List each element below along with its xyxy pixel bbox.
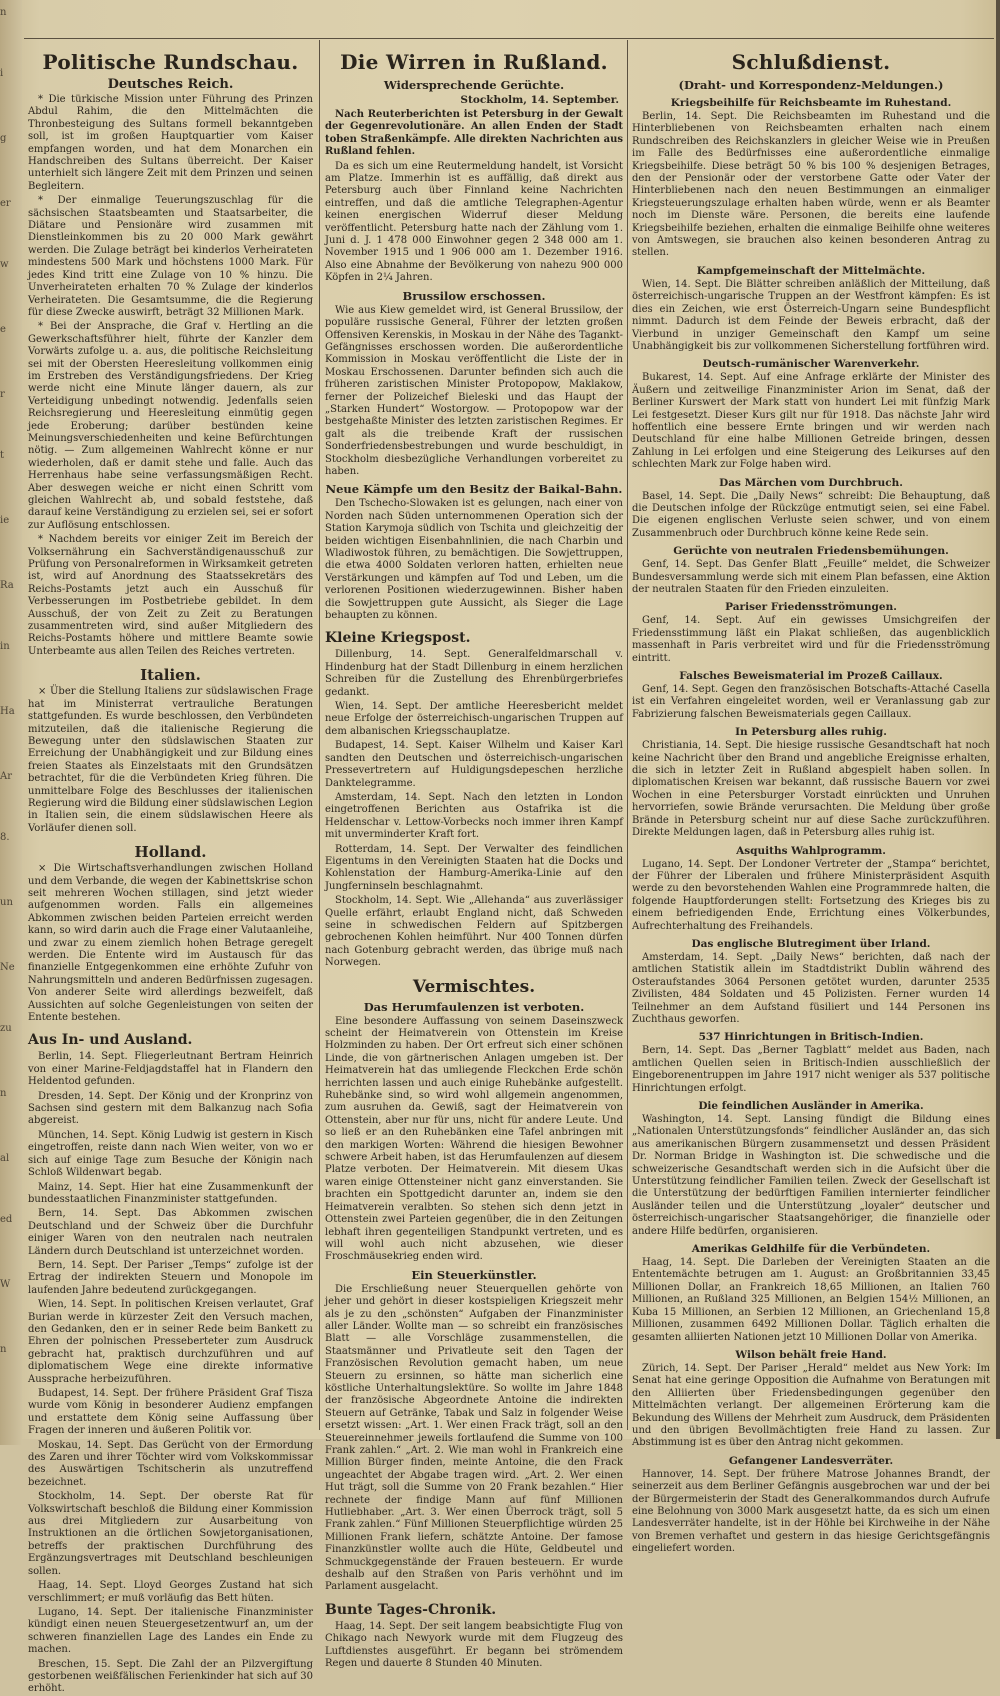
news-item: Bern, 14. Sept. Das Abkommen zwischen Deutschland und der Schweiz über die Durchfuhr einiger Waren von den neutralen nach neutralen Ländern durch Deutschland ist unterzeichnet worden. [28, 1208, 313, 1257]
edge-fragment: ed [0, 1214, 13, 1225]
edge-fragment: un [0, 897, 13, 908]
late-news-sections [632, 97, 990, 1556]
russia-sub-brussilow: Brussilow erschossen. [402, 288, 546, 303]
section-text: Berlin, 14. Sept. Die Reichsbeamten im Ruhestand und die Hinterbliebenen von Reichsbeamten erhalten nach einem Rundschreiben des Reichskanzlers in gleicher Weise wie in Preußen im Falle des Bedürfnisses eine außerordentliche einmalige Kriegsbeihilfe. Diese beträgt 50 % bis 100 % desjenigen Betrages, den der Pensionär oder der verstorbene Gatte oder Vater der Hinterbliebenen nach den neuen Bestimmungen an einmaliger Kriegsteuerungszulage erhalten haben würde, wenn er als Beamter noch im Dienste wäre. Personen, die bereits eine laufende Kriegsbeihilfe beziehen, erhalten die einmalige Beihilfe ohne weiteres von Amtswegen, sie brauchen also keinen besonderen Antrag zu stellen. [632, 111, 990, 259]
edge-fragment: n [0, 1344, 7, 1355]
edge-fragment: al [0, 1153, 10, 1164]
section-heading: Gefangener Landesverräter. [728, 1454, 894, 1467]
section-heading: Asquiths Wahlprogramm. [736, 844, 886, 857]
section-heading: Falsches Beweismaterial im Prozeß Caillaux. [679, 670, 943, 683]
section-text: Zürich, 14. Sept. Der Pariser „Herald“ meldet aus New York: Im Senat hat eine geringe Opposition die Aufnahme von Beratungen mit den Alliierten über Friedensbedingungen gegenüber den Mittelmächten verlangt. Der allgemeinen Erörterung kam die Bekundung des Willens der Mehrheit zum Ausdruck, dem Präsidenten und den übrigen Bevollmächtigten freie Hand zu lassen. Zur Abstimmung ist es über den Antrag nicht gekommen. [632, 1362, 990, 1449]
news-item: Berlin, 14. Sept. Fliegerleutnant Bertram Heinrich von einer Marine-Feldjagdstaffel hat in Flandern den Heldentod gefunden. [28, 1051, 313, 1088]
edge-fragment: n [0, 1088, 7, 1099]
politics-paragraph: * Bei der Ansprache, die Graf v. Hertling an die Gewerkschaftsführer hielt, führte der Kanzler dem Vorwärts zufolge u. a. aus, die politische Reichsleitung sei mit der Obersten Heeresleitung vollkommen einig im Erstreben des Verständigungsfriedens. Der Krieg werde nicht eine Minute länger dauern, als zur Verteidigung unbedingt notwendig. Jedenfalls seien Reichsregierung und Heeresleitung einmütig gegen jede Eroberung; darüber bestünden keine Meinungsverschiedenheiten und keine Befürchtungen nötig. — Zum allgemeinen Wahlrecht könne er nur wiederholen, daß er damit stehe und falle. Auch das Herrenhaus habe seine verfassungsmäßigen Recht. Aber deswegen weiche er nicht einen Schritt vom gleichen Wahlrecht ab, und sobald feststehe, daß darauf keine Verständigung zu erzielen sei, sei er sofort zur Auflösung entschlossen. [28, 321, 313, 531]
domestic-foreign-items [28, 1051, 313, 1695]
news-item: Budapest, 14. Sept. Der frühere Präsident Graf Tisza wurde vom König in besonderer Audienz empfangen und erstattete dem König seine Auffassung über Fragen der inneren und äußeren Politik vor. [28, 1388, 313, 1437]
holland-heading: Holland. [134, 843, 207, 862]
late-news-title: Schlußdienst. [731, 50, 891, 74]
section-text: Amsterdam, 14. Sept. „Daily News“ berichten, daß nach der amtlichen Statistik allein im Stadtdistrikt Dublin während des Osteraufstandes 3064 Personen getötet wurden, darunter 2535 Zivilisten, 484 Soldaten und 45 Polizisten. Ferner wurden 14 Teilnehmer an dem Aufstand füsiliert und 144 Personen ins Zuchthaus geworfen. [632, 951, 990, 1025]
column-divider-2 [627, 40, 628, 1430]
news-item: Wien, 14. Sept. In politischen Kreisen verlautet, Graf Burian werde in kürzester Zeit den Versuch machen, den Gedanken, den er in seiner Rede beim Bankett zu Ehren der polnischen Presseberteter zum Ausdruck gebracht hat, praktisch durchzuführen und auf diplomatischem Wege eine direkte informative Aussprache herbeizuführen. [28, 1299, 313, 1385]
edge-fragment: g [0, 133, 7, 144]
edge-fragment: zu [0, 1023, 12, 1034]
politics-title: Politische Rundschau. [42, 50, 299, 74]
russia-text-3: Den Tschecho-Slowaken ist es gelungen, nach einer von Norden nach Süden unternommenen Operation sich der Station Karymoja südlich von Tschita und gleichzeitig der beiden wichtigen Eisenbahnlinien, die nach Charbin und Wladiwostok führen, zu bemächtigen. Die Sowjettruppen, die etwa 4000 Soldaten verloren hatten, erhielten neue Verstärkungen und kämpfen auf Tod und Leben, um die verlorenen Positionen wiederzugewinnen. Bisher haben die Sowjettruppen gute Aussicht, als Sieger die Lage behaupten zu können. [325, 498, 623, 622]
section-heading: Pariser Friedensströmungen. [725, 601, 897, 614]
war-post-heading: Kleine Kriegspost. [325, 630, 471, 647]
section-heading: Wilson behält freie Hand. [735, 1348, 887, 1361]
edge-fragment: Ne [0, 962, 15, 973]
section-text: Haag, 14. Sept. Die Darleben der Vereinigten Staaten an die Ententemächte betrugen am 1. August: an Großbritannien 33,45 Millionen Dollar, an Frankreich 18,65 Millionen, an Italien 760 Millionen, an Rußland 325 Millionen, an Belgien 154½ Millionen, an Kuba 15 Millionen, an Serbien 12 Millionen, an Griechenland 15,8 Millionen, zusammen 6492 Millionen Dollar. Täglich erhalten die gesamten alliierten Nationen jetzt 10 Millionen Dollar von Amerika. [632, 1257, 990, 1343]
column-russia [325, 40, 623, 1670]
edge-fragment: Ar [0, 771, 13, 782]
russia-sub-rumors: Widersprechende Gerüchte. [383, 78, 565, 92]
russia-text-1: Da es sich um eine Reutermeldung handelt, ist Vorsicht am Platze. Immerhin ist es auffällig, daß direkt aus Petersburg auch über Finnland keine Nachrichten eintreffen, und daß die amtliche Telegraphen-Agentur keinen energischen Widerruf dieser Meldung veröffentlicht. Petersburg hatte nach der Zählung vom 1. Juni d. J. 1 478 000 Einwohner gegen 2 348 000 am 1. November 1915 und 1 906 000 am 1. Dezember 1916. Also eine Abnahme der Bevölkerung von nahezu 900 000 Köpfen in 2¼ Jahren. [325, 160, 623, 284]
top-rule [24, 38, 994, 39]
edge-fragment: ie [0, 515, 10, 526]
section-text: Bukarest, 14. Sept. Auf eine Anfrage erklärte der Minister des Äußern und zeitweilige Finanzminister Arion im Senat, daß der Berliner Kurswert der Mark statt von hundert Lei mit fünfzig Mark Lei festgesetzt. Dieser Kurs gilt nur für 1918. Das nächste Jahr wird hoffentlich eine bessere Ernte bringen und wir werden nach Deutschland für eine halbe Millionen Getreide bringen, dessen Zahlung in Lei erfolgen und eine Steigerung des Leikurses auf den schlechten Mark zur Folge haben wird. [632, 372, 990, 471]
war-post-items [325, 649, 623, 969]
section-text: Basel, 14. Sept. Die „Daily News“ schreibt: Die Behauptung, daß die Deutschen infolge der Rückzüge entmutigt seien, sei eine Fabel. Die eigenen englischen Verluste seien schwer, und von einem Zusammenbruch oder Durchbruch könne keine Rede sein. [632, 490, 990, 539]
edge-fragment: e [0, 324, 6, 335]
section-text: Christiania, 14. Sept. Die hiesige russische Gesandtschaft hat noch keine Nachricht über den Brand und angebliche Ereignisse erhalten, die sich in letzter Zeit in Rußland abgespielt haben sollen. In diplomatischen Kreisen war bekannt, daß russische Bauern vor zwei Wochen in eine Petersburger Vorstadt einrückten und Unruhen hervorriefen, sowie Brände verursachten. Die Meldung über große Brände in Petersburg scheint nur auf diese Sache zurückzuführen. Direkte Meldungen lagen, daß in Petersburg alles ruhig ist. [632, 740, 990, 839]
edge-fragment: w [0, 259, 9, 270]
edge-fragment: i [0, 68, 4, 79]
section-heading: Das Märchen vom Durchbruch. [719, 476, 903, 489]
news-item: Haag, 14. Sept. Lloyd Georges Zustand hat sich verschlimmert; er muß vorläufig das Bett hüten. [28, 1580, 313, 1604]
section-text: Hannover, 14. Sept. Der frühere Matrose Johannes Brandt, der seinerzeit aus dem Berliner Gefängnis ausgebrochen war und der bei der Bürgermeisterin der Stadt des Generalkommandos durch Aufrufe eine Belohnung von 3000 Mark ausgesetzt hatte, da es sich um einen Landesverräter handelte, ist in der Höhle bei Kirchweihe in der Nähe von Bremen verhaftet und gestern in das hiesige Gerichtsgefängnis eingeliefert worden. [632, 1468, 990, 1555]
politics-subtitle: Deutsches Reich. [107, 77, 234, 92]
column-divider-1 [319, 40, 320, 1430]
war-post-item: Dillenburg, 14. Sept. Generalfeldmarschall v. Hindenburg hat der Stadt Dillenburg in einem herzlichen Schreiben für die Zustellung des Ehrenbürgerbriefes gedankt. [325, 649, 623, 698]
misc-sub-tax-artist: Ein Steuerkünstler. [411, 1267, 537, 1282]
politics-paragraph: * Nachdem bereits vor einiger Zeit im Bereich der Volksernährung ein Sachverständigenausschuß zur Prüfung von Personalreformen in Wirksamkeit getreten ist, wird auf Anordnung des Staatssekretärs des Reichs-Postamts jetzt auch ein Ausschuß für Verbesserungen im Postbetriebe gebildet. In dem Ausschuß, der von Zeit zu Zeit zu Beratungen zusammentreten wird, sind außer Mitgliedern des Reichs-Postamts höhere und mittlere Beamte sowie Unterbeamte aus allen Teilen des Reiches vertreten. [28, 534, 313, 657]
edge-fragment: Ha [0, 706, 15, 717]
section-text: Wien, 14. Sept. Die Blätter schreiben anläßlich der Mitteilung, daß österreichisch-ungarische Truppen an der Westfront kämpfen: Es ist dies ein Zeichen, wie erst Österreich-Ungarn seine Bundespflicht nimmt. Dadurch ist dem Feinde der Beweis erbracht, daß der Vierbund in unziger Gemeinschaft den Kampf um seine Unabhängigkeit bis zur vollkommenen Sicherstellung fortführen wird. [632, 278, 990, 352]
section-text: Lugano, 14. Sept. Der Londoner Vertreter der „Stampa“ berichtet, der Führer der Liberalen und frühere Ministerpräsident Asquith werde zu den bevorstehenden Wahlen eine Programmrede halten, die folgende Hauptforderungen stellt: Fortsetzung des Krieges bis zu einem befriedigenden Ende, Errichtung eines Völkerbundes, Aufrechterhaltung des Freihandels. [632, 858, 990, 932]
chronicle-text: Haag, 14. Sept. Der seit langem beabsichtigte Flug von Chikago nach Newyork wurde mit dem Flugzeug des Luftdienstes ausgeführt. Er begann bei strömendem Regen und dauerte 8 Stunden 40 Minuten. [325, 1620, 623, 1670]
chronicle-heading: Bunte Tages-Chronik. [325, 1601, 497, 1618]
edge-fragment: Ra [0, 580, 14, 591]
section-text: Bern, 14. Sept. Das „Berner Tagblatt“ meldet aus Baden, nach amtlichen Quellen seien in Britisch-Indien ausschließlich der Eingeborenentruppen im Jahre 1917 nicht weniger als 537 politische Hinrichtungen erfolgt. [632, 1045, 990, 1094]
section-heading: Gerüchte von neutralen Friedensbemühungen. [673, 545, 949, 558]
russia-title: Die Wirren in Rußland. [340, 50, 608, 74]
section-heading: Das englische Blutregiment über Irland. [691, 937, 931, 950]
section-text: Genf, 14. Sept. Das Genfer Blatt „Feuille“ meldet, die Schweizer Bundesversammlung werde sich mit einem Plan befassen, eine Aktion der neutralen Staaten für den Frieden einzuleiten. [632, 559, 990, 595]
section-heading: 537 Hinrichtungen in Britisch-Indien. [698, 1031, 924, 1044]
late-news-subtitle: (Draht- und Korrespondenz-Meldungen.) [678, 78, 944, 92]
news-item: Lugano, 14. Sept. Der italienische Finanzminister kündigt einen neuen Steuergesetzentwurf an, um der schweren finanziellen Lage des Landes ein Ende zu machen. [28, 1606, 313, 1656]
misc-sub-loafing: Das Herumfaulenzen ist verboten. [363, 999, 585, 1014]
italy-text: × Über die Stellung Italiens zur südslawischen Frage hat im Ministerrat vertrauliche Beratungen stattgefunden. Es wurde beschlossen, den Verbündeten mitzuteilen, daß die italienische Regierung die Bewegung unter den südslawischen Staaten zur Erreichung der Unabhängigkeit und zur Bildung eines freien Staates als Einzelstaats mit den Grundsätzen betrachtet, für die die Verbündeten Krieg führen. Die unmittelbare Folge des Beschlusses der italienischen Regierung wird die Bildung einer südslawischen Legion in Italien sein, die einem südslawischen Heere als Vorläufer dienen soll. [28, 686, 313, 834]
politics-paragraph: * Die türkische Mission unter Führung des Prinzen Abdul Rahim, die den Mittelmächten die Thronbesteigung des Sultans formell bekanntgeben soll, ist im großen Hauptquartier vom Kaiser empfangen worden, und hat dem Monarchen ein Handschreiben des Sultans überreicht. Der Kaiser unterhielt sich längere Zeit mit dem Prinzen und seinen Begleitern. [28, 94, 313, 192]
russia-text-2: Wie aus Kiew gemeldet wird, ist General Brussilow, der populäre russische General, Führer der letzten großen Offensiven Kerenskis, in Moskau in der Nähe des Tagankt-Gefängnisses erschossen worden. Die außerordentliche Kommission in Moskau veröffentlicht die Liste der in Moskau Erschossenen. Darunter befinden sich auch die früheren zaristischen Minister Protopopow, Maklakow, ferner der Polizeichef Bieleski und das Haupt der „Starken Hundert“ Wostorgow. — Protopopow war der bestgehaßte Minister des letzten zaristischen Regimes. Er galt als die treibende Kraft der russischen Sonderfriedensbestrebungen und wurde beschuldigt, in Stockholm diesbezügliche Verhandlungen vorbereitet zu haben. [325, 304, 623, 477]
edge-fragment: W [0, 1279, 11, 1290]
news-item: Mainz, 14. Sept. Hier hat eine Zusammenkunft der bundesstaatlichen Finanzminister stattgefunden. [28, 1181, 313, 1205]
news-item: Moskau, 14. Sept. Das Gerücht von der Ermordung des Zaren und ihrer Töchter wird vom Volkskommissar des Auswärtigen Tschitscherin als unzutreffend bezeichnet. [28, 1439, 313, 1488]
adjacent-page-edge [0, 0, 22, 1445]
miscellaneous-heading: Vermischtes. [412, 976, 536, 997]
russia-sub-baikal: Neue Kämpfe um den Besitz der Baikal-Bahn. [325, 482, 623, 497]
section-text: Genf, 14. Sept. Gegen den französischen Botschafts-Attaché Casella ist ein Verfahren eingeleitet worden, weil er Veranlassung gab zur Fabrizierung falschen Beweismaterials gegen Caillaux. [632, 684, 990, 720]
domestic-foreign-heading: Aus In- und Ausland. [28, 1032, 193, 1049]
section-heading: Amerikas Geldhilfe für die Verbündeten. [691, 1243, 931, 1256]
edge-fragment: n [0, 7, 7, 18]
politics-paragraph: * Der einmalige Teuerungszuschlag für die sächsischen Staatsbeamten und Staatsarbeiter, die Diätare und Pensionäre wird zusammen mit Dienstleinkommen bis zu 20 000 Mark gewährt werden. Die Zulage beträgt bei kinderlos Verheirateten mindestens 500 Mark und höchstens 1000 Mark. Für jedes Kind tritt eine Zulage von 10 % hinzu. Die Unverheirateten erhalten 70 % Zulage der kinderlos Verheirateten. Die Gesamtsumme, die die Regierung für diese Zwecke auswirft, beträgt 32 Millionen Mark. [28, 195, 313, 318]
news-item: Breschen, 15. Sept. Die Zahl der an Pilzvergiftung gestorbenen weißfälischen Ferienkinder hat sich auf 30 erhöht. [28, 1658, 313, 1695]
war-post-item: Stockholm, 14. Sept. Wie „Allehanda“ aus zuverlässiger Quelle erfährt, erlaubt England nicht, daß Schweden seine in schwedischen Feldern auf Spitzbergen gebrochenen Kohlen heimführt. Nur 400 Tonnen dürfen nach Gotenburg gebracht werden, das übrige muß nach Norwegen. [325, 895, 623, 969]
section-heading: Deutsch-rumänischer Warenverkehr. [702, 358, 920, 371]
edge-fragment: er [0, 198, 11, 209]
news-item: Stockholm, 14. Sept. Der oberste Rat für Volkswirtschaft beschloß die Bildung einer Kommission aus drei Mitgliedern zur Ausarbeitung von Instruktionen an die örtlichen Sowjetorganisationen, betreffs der praktischen Durchführung des Ergänzungsvertrages mit Deutschland beschleunigen sollen. [28, 1491, 313, 1577]
edge-fragment: 8. [0, 832, 10, 843]
politics-paragraphs [28, 94, 313, 658]
misc-text-loafing: Eine besondere Auffassung von seinem Daseinszweck scheint der Heimatverein von Ottenstein im Kreise Holzminden zu haben. Der Ort erfreut sich einer schönen Linde, die von gärtnerischen Anlagen umgeben ist. Der Heimatverein hat das umliegende Fleckchen Erde schön herrichten lassen und auch einige Ruhebänke aufgestellt. Ruhebänke sind, so wird wohl allgemein angenommen, zum ausruhen da. Gewiß, sagt der Heimatverein von Ottenstein, aber nur für uns, nicht für andere Leute. Und so ließ er an den Ruhebänken eine Tafel anbringen mit den markigen Worten: Während die hiesigen Bewohner schwere Arbeit haben, ist das Herumfaulenzen auf diesem Platze verboten. Der Heimatverein. Mit diesem Ukas waren einige Ottensteiner nicht ganz einverstanden. Sie brachten ein Spottgedicht darunter an, indem sie den Heimatverein veralbten. So stehen sich denn jetzt in Ottenstein zwei Parteien gegenüber, die in den Zeitungen lebhaft ihren gegenteiligen Standpunkt vertreten, und es will wohl auch nicht abzusehen, wie dieser Froschmäusekrieg enden wird. [325, 1015, 623, 1263]
italy-heading: Italien. [140, 666, 201, 685]
section-heading: Die feindlichen Ausländer in Amerika. [698, 1100, 924, 1112]
war-post-item: Budapest, 14. Sept. Kaiser Wilhelm und Kaiser Karl sandten den Deutschen und österreichisch-ungarischen Pressevertretern auf Huldigungsdepeschen herzliche Danktelegramme. [325, 740, 623, 789]
news-item: Dresden, 14. Sept. Der König und der Kronprinz von Sachsen sind gestern mit dem Balkanzug nach Sofia abgereist. [28, 1090, 313, 1127]
section-heading: Kampfgemeinschaft der Mittelmächte. [696, 264, 926, 277]
edge-fragment: r [0, 389, 5, 400]
section-heading: Kriegsbeihilfe für Reichsbeamte im Ruhestand. [670, 97, 952, 109]
war-post-item: Amsterdam, 14. Sept. Nach den letzten in London eingetroffenen Berichten aus Ostafrika ist die Heldenschar v. Lettow-Vorbecks noch immer ihren Kampf mit unverminderter Kraft fort. [325, 791, 623, 841]
section-text: Genf, 14. Sept. Auf ein gewisses Umsichgreifen der Friedensstimmung läßt ein Plakat schließen, das augenblicklich massenhaft in Paris verbreitet wird und für die Friedensströmung eintritt. [632, 615, 990, 664]
russia-dateline: Stockholm, 14. September. [460, 94, 619, 106]
russia-lead: Nach Reuterberichten ist Petersburg in der Gewalt der Gegenrevolutionäre. An allen Enden der Stadt toben Straßenkämpfe. Alle direkten Nachrichten aus Rußland fehlen. [325, 109, 623, 158]
news-item: Bern, 14. Sept. Der Pariser „Temps“ zufolge ist der Ertrag der indirekten Steuern und Monopole im laufenden Jahre bedeutend zurückgegangen. [28, 1259, 313, 1296]
edge-fragment: t [0, 450, 5, 461]
column-late-news [632, 40, 990, 1555]
war-post-item: Rotterdam, 14. Sept. Der Verwalter des feindlichen Eigentums in den Vereinigten Staaten hat die Docks und Kohlenstation der Hamburg-Amerika-Linie auf den Jungferninseln beschlagnahmt. [325, 843, 623, 892]
section-heading: In Petersburg alles ruhig. [735, 726, 887, 739]
section-text: Washington, 14. Sept. Lansing fündigt die Bildung eines „Nationalen Unterstützungsfonds“ feindlicher Ausländer an, das sich aus amerikanischen Bürgern zusammensetzt und dessen Präsident Dr. Norman Bridge in Washington ist. Die schwedische und die schweizerische Gesandtschaft werden sich in die Aufsicht über die Unterstützung feindlicher Familien teilen. Zweck der Gesellschaft ist die Unterstützung der bedürftigen Familien internierter feindlicher Ausländer teilen und die Unterstützung „loyaler“ deutscher und österreichisch-ungarischer Staatsangehöriger, die finanzielle oder andere Hilfe bedürfen, organisieren. [632, 1114, 990, 1237]
edge-fragment: in [0, 641, 10, 652]
war-post-item: Wien, 14. Sept. Der amtliche Heeresbericht meldet neue Erfolge der österreichisch-ungarischen Truppen auf dem albanischen Kriegsschauplatze. [325, 701, 623, 737]
holland-text: × Die Wirtschaftsverhandlungen zwischen Holland und dem Verbande, die wegen der Kabinettskrise schon seit mehreren Wochen stillagen, sind jetzt wieder aufgenommen worden. Falls ein allgemeines Abkommen zwischen beiden Parteien erreicht werden kann, so wird darin auch die Frage einer Valutaanleihe, und zwar zu einem ziemlich hohen Betrage geregelt werden. Die Entente wird im Austausch für das finanzielle Entgegenkommen eine erhöhte Zufuhr von Nahrungsmitteln und anderen Bedürfnissen zugesagen. Von anderer Seite wird allerdings bezweifelt, daß Aussichten auf solche Gegenleistungen von seiten der Entente bestehen. [28, 863, 313, 1024]
page-binding-edge [996, 0, 1000, 1439]
news-item: München, 14. Sept. König Ludwig ist gestern in Kisch eingetroffen, reiste dann nach Wien weiter, von wo er sich auf einige Tage zum Besuche der Königin nach Schloß Wildenwart begab. [28, 1129, 313, 1179]
misc-text-tax-artist: Die Erschließung neuer Steuerquellen gehörte von jeher und gehört in dieser kostspieligen Kriegszeit mehr als je zu den „schönsten“ Aufgaben der Finanzminister aller Länder. Wollte man — so schreibt ein französisches Blatt — alle Vorschläge zusammenstellen, die Staatsmänner und Privatleute seit den Tagen der Französischen Revolution gemacht haben, um neue Steuern zu ersinnen, so hätte man sicherlich eine köstliche Unterhaltungslektüre. So wollte im Jahre 1848 der französische Abgeordnete Antoine die indirekten Steuern auf Getränke, Tabak und Salz in folgender Weise ersetzt wissen: „Art. 1. Wer einen Frack trägt, soll an den Steuereinnehmer jeweils fortlaufend die Summe von 100 Frank zahlen.“ „Art. 2. Wie man wohl in Frankreich eine Million Bürger finden, meinte Antoine, die den Frack ungeachtet der Abgabe tragen wird. „Art. 2. Wer einen Hut trägt, soll die Summe von 20 Frank bezahlen.“ Hier rechnete der findige Mann auf fünf Millionen Hutliebhaber. „Art. 3. Wer einen Überrock trägt, soll 5 Frank zahlen.“ Fünf Millionen Steuerpflichtige würden 25 Millionen Frank liefern, schätzte Antoine. Der famose Finanzkünstler wollte auch die Hüte, Geldbeutel und Schmuckgegenstände der Frauen besteuern. Er wurde deshalb auf den Straßen von Paris verhöhnt und im Parlament ausgelacht. [325, 1283, 623, 1593]
column-politics [28, 40, 313, 1695]
